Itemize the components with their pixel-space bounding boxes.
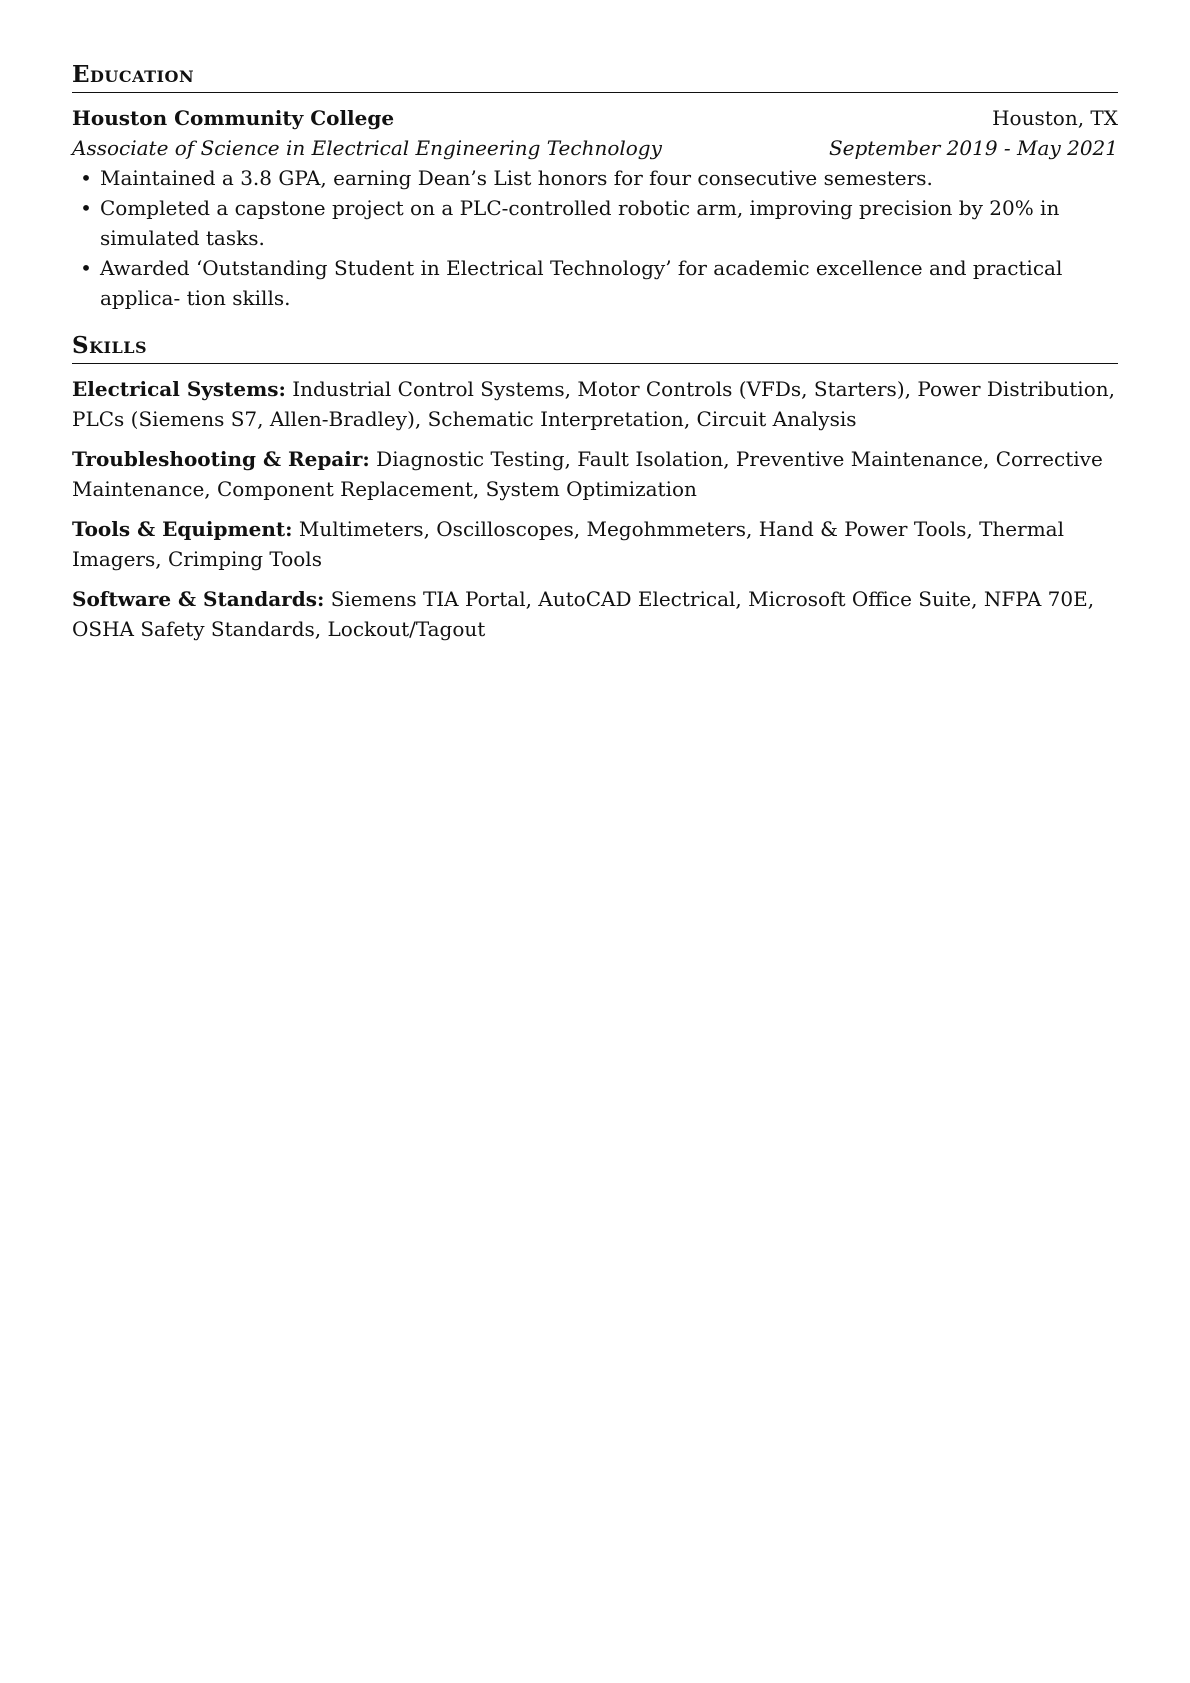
- skill-troubleshooting-repair: [72, 444, 1118, 504]
- skills-heading: Skills: [72, 331, 1118, 364]
- skill-text: Siemens TIA Portal, AutoCAD Electrical, Microsoft Office Suite, NFPA 70E, OSHA Safety Standards, Lockout/Tagout: [72, 587, 1095, 641]
- education-header-row: [72, 103, 1118, 133]
- skills-section: [72, 331, 1118, 644]
- skill-label: Tools & Equipment:: [72, 517, 293, 541]
- bullet-text: Completed a capstone project on a PLC-controlled robotic arm, improving precision by 20% in simulated tasks.: [100, 196, 1060, 250]
- skill-label: Software & Standards:: [72, 587, 325, 611]
- education-section: [72, 60, 1118, 313]
- school-location: Houston, TX: [992, 106, 1118, 130]
- skill-text: Multimeters, Oscilloscopes, Megohmmeters, Hand & Power Tools, Thermal Imagers, Crimping Tools: [72, 517, 1064, 571]
- degree-row: [72, 133, 1118, 163]
- skill-text: Diagnostic Testing, Fault Isolation, Preventive Maintenance, Corrective Maintenance, Component Replacement, System Optimization: [72, 447, 1103, 501]
- skill-tools-equipment: [72, 514, 1118, 574]
- resume-page: [72, 60, 1118, 662]
- skill-software-standards: [72, 584, 1118, 644]
- bullet-icon: •: [80, 256, 92, 280]
- education-bullets: [72, 163, 1118, 313]
- skill-label: Electrical Systems:: [72, 377, 286, 401]
- skill-electrical-systems: [72, 374, 1118, 434]
- school-name: Houston Community College: [72, 106, 395, 130]
- skill-text: Industrial Control Systems, Motor Controls (VFDs, Starters), Power Distribution, PLCs (Siemens S7, Allen-Bradley), Schematic Interpretation, Circuit Analysis: [72, 377, 1115, 431]
- skill-label: Troubleshooting & Repair:: [72, 447, 370, 471]
- degree-name: Associate of Science in Electrical Engineering Technology: [72, 136, 662, 160]
- list-item: [72, 163, 1118, 193]
- bullet-text: Awarded ‘Outstanding Student in Electrical Technology’ for academic excellence and practical applica- tion skills.: [100, 256, 1063, 310]
- list-item: [72, 193, 1118, 253]
- list-item: [72, 253, 1118, 313]
- bullet-icon: •: [80, 196, 92, 220]
- education-heading: Education: [72, 60, 1118, 93]
- bullet-text: Maintained a 3.8 GPA, earning Dean’s List honors for four consecutive semesters.: [100, 166, 933, 190]
- degree-dates: September 2019 - May 2021: [828, 136, 1118, 160]
- bullet-icon: •: [80, 166, 92, 190]
